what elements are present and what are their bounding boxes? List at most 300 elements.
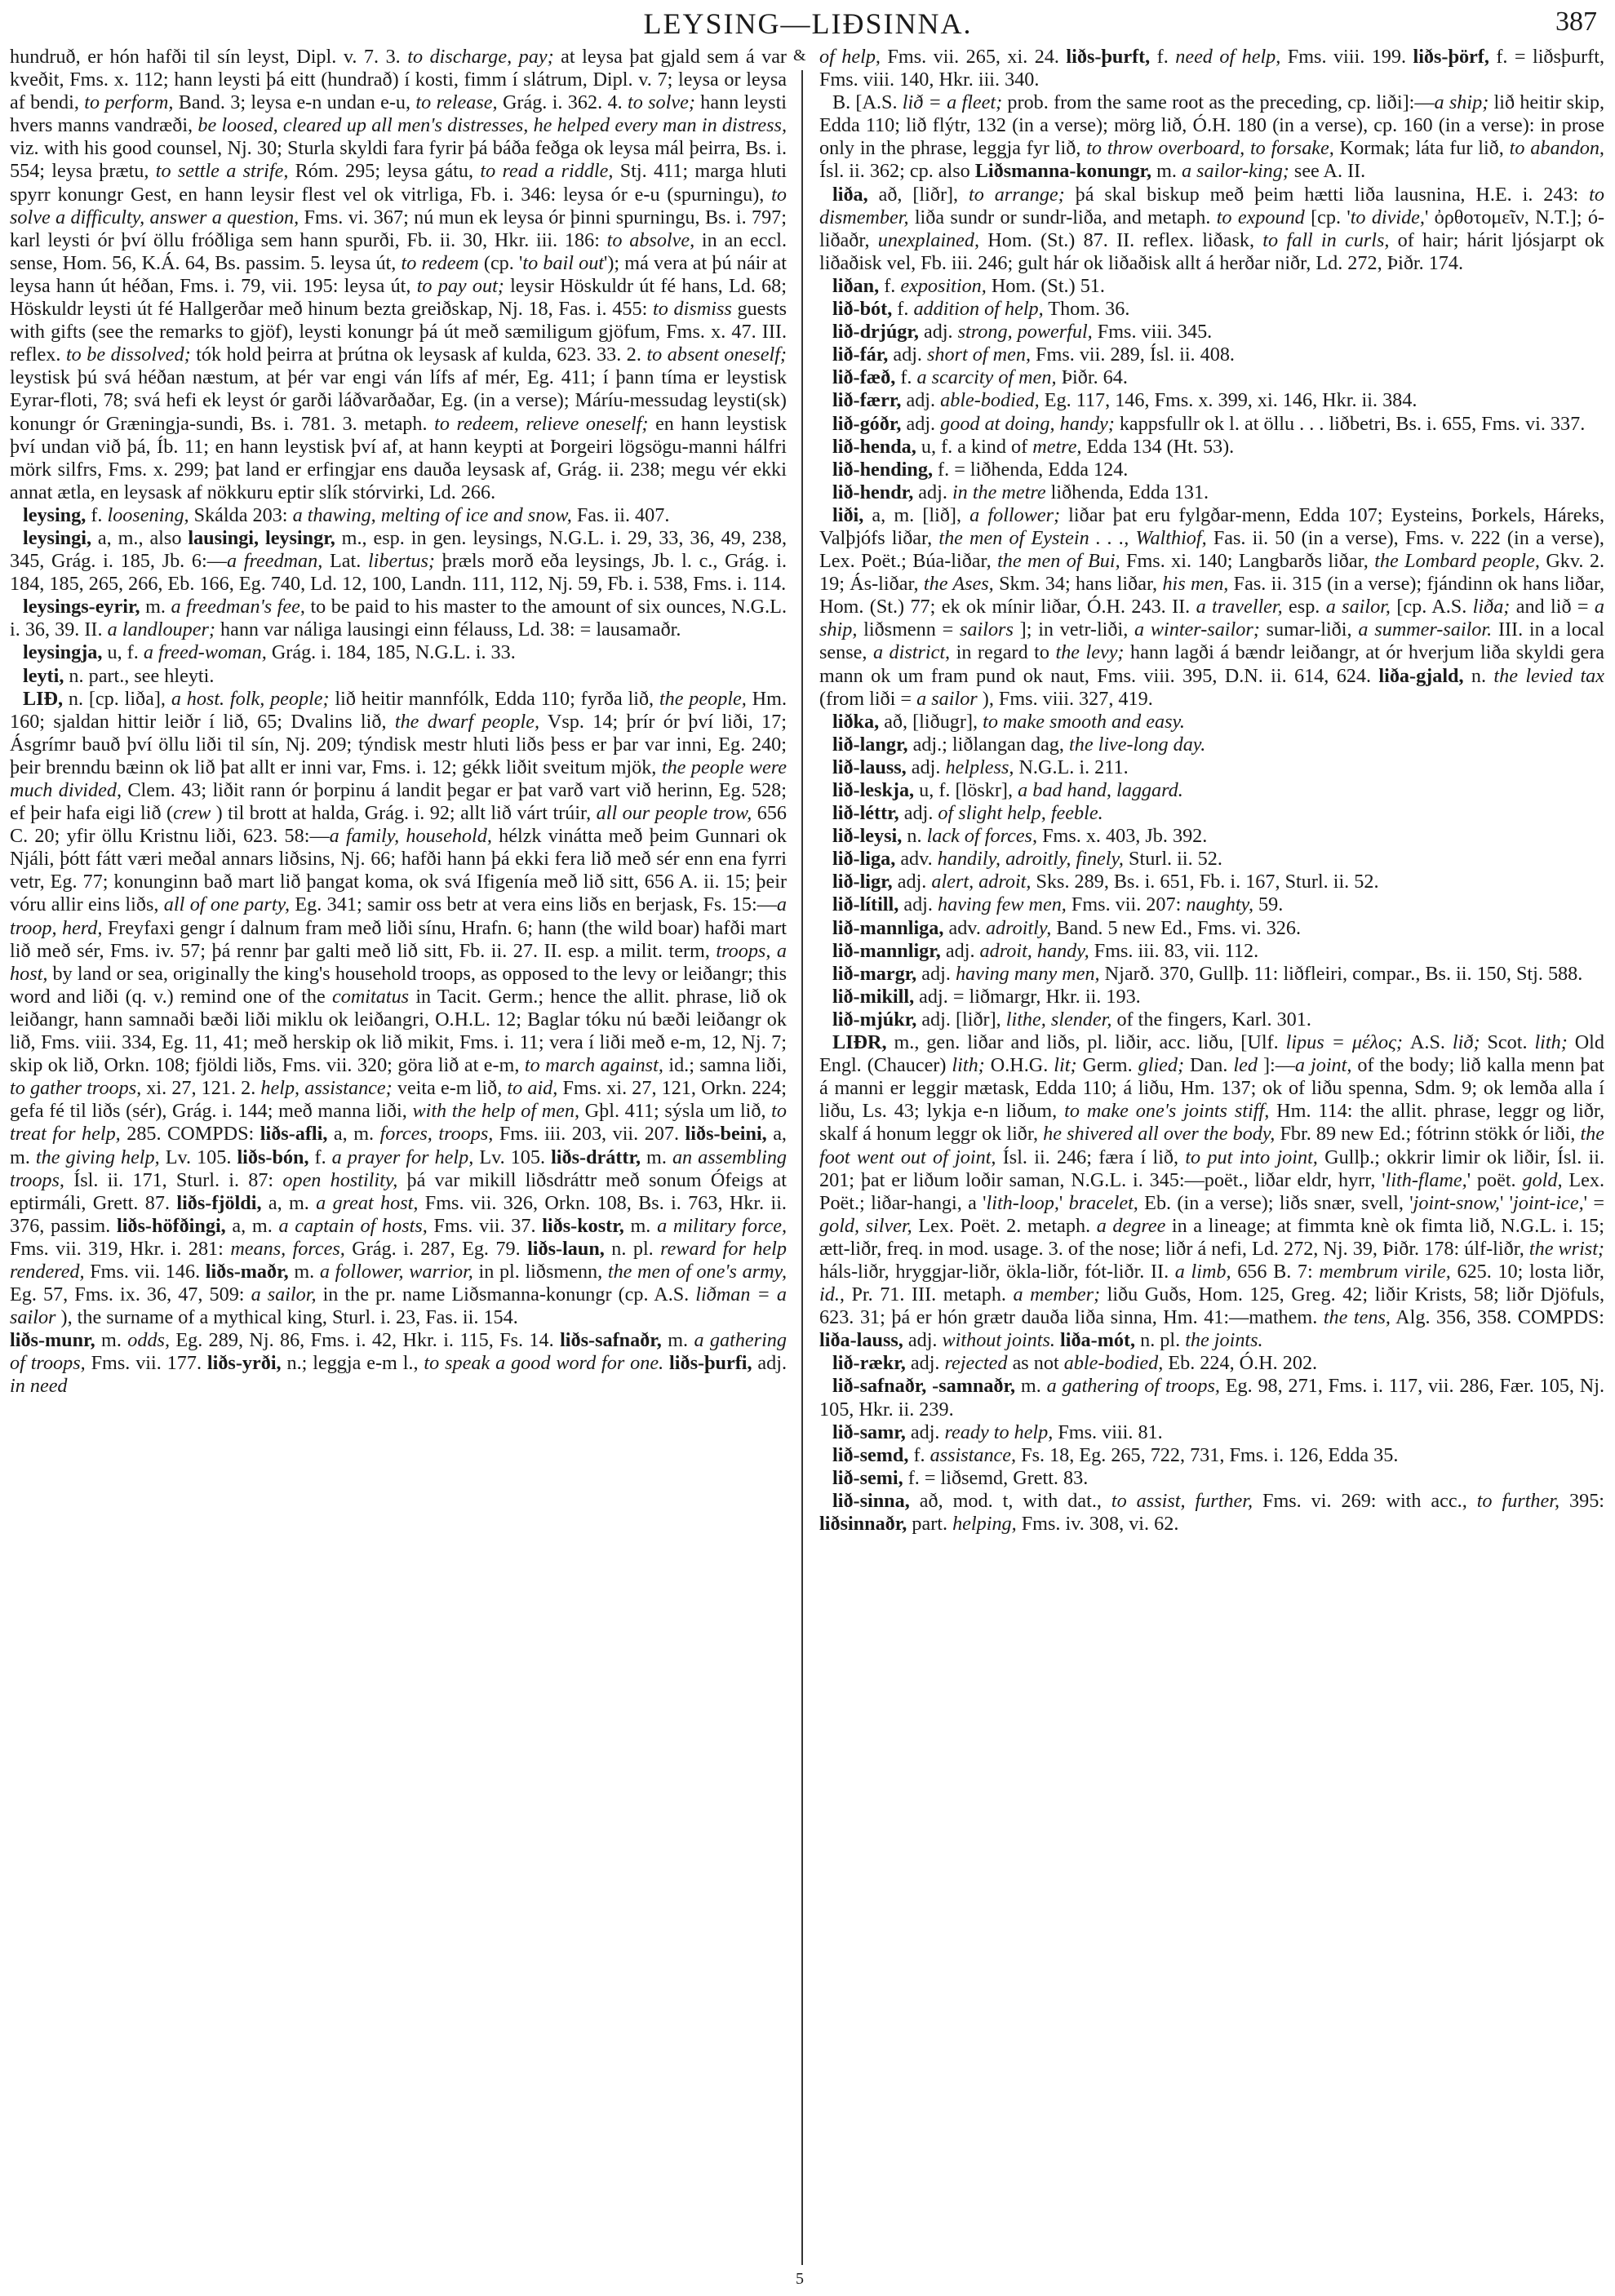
entry-text: 59. <box>1253 893 1284 916</box>
gloss-italic: to make one's joints stiff, <box>1064 1100 1270 1123</box>
entry-text: Ísl. ii. 362; cp. also <box>819 160 975 183</box>
entry-text: veita e-m lið, <box>392 1077 508 1100</box>
headword: lið-drjúgr, <box>832 321 919 344</box>
entry-text: hann lagði á bændr leiðangr, at ór hverjum liða skyldi gera mann ok um fram pund ok naut, Fms. viii. 395, D.N. ii. 614, 624. <box>819 641 1605 687</box>
entry-text: adj. <box>903 1329 943 1352</box>
entry-text: O.H.G. <box>984 1054 1054 1077</box>
gloss-italic: the people, <box>659 687 747 710</box>
gloss-italic: the giving help, <box>35 1146 160 1168</box>
gloss-italic: be loosed, cleared up all men's distresses, he helped every man in distress, <box>197 114 788 137</box>
headword: lið-mikill, <box>832 985 915 1008</box>
gloss-italic: a member; <box>1013 1283 1101 1306</box>
entry-text: a, m. <box>10 1123 787 1168</box>
gloss-italic: in need <box>10 1375 68 1398</box>
entry-text: a, m. <box>225 1214 279 1237</box>
entry-text: tók hold þeirra at þrútna ok leysask af kulda, 623. 33. 2. <box>190 344 647 366</box>
entry-text: Grág. i. 362. 4. <box>497 91 628 114</box>
entry-text: adj. <box>905 1421 945 1443</box>
entry-text: f. <box>1150 46 1176 68</box>
gloss-italic: unexplained, <box>877 228 980 251</box>
entry-text: m. <box>623 1214 658 1237</box>
headword: liða-gjald, <box>1378 664 1464 687</box>
gloss-italic: the live-long day. <box>1069 733 1206 756</box>
entry-text: in Tacit. Germ.; hence the allit. phrase, lið ok leiðangr, hann samnaði bæði liði miklu ok leiðangri, O.H.L. 12; Baglar tóku nú bæði leiðangr ok lið, Fms. viii. 334, Eg. 11, 41; með herskip ok lið mikit, Fms. i. 11; vera í liði með e-m, 12, Nj. 7; skip ok lið, Orkn. 108; fjöldi liðs, Fms. vii. 320; göra lið at e-m, <box>10 985 788 1077</box>
entry-text: Fms. vi. 269: with acc., <box>1253 1489 1477 1512</box>
entry-text: n. [cp. liða], <box>63 687 171 710</box>
gloss-italic: a traveller, <box>1196 596 1283 618</box>
entry-text: Skm. 34; hans liðar, <box>993 573 1163 596</box>
entry-text: and lið = <box>1510 596 1595 618</box>
entry-text: m., gen. liðar and liðs, pl. liðir, acc. liðu, [Ulf. <box>886 1031 1286 1054</box>
entry-text: Hm. 114: the allit. phrase, leggr og liðr, skalf á honum leggr ok liðr, <box>819 1100 1604 1146</box>
entry-text: of hair; hárit ljósjarpt ok liðaðisk vel, Fb. iii. 246; gult hár ok liðaðisk allt á herðar niðr, Ld. 272, Þiðr. 174. <box>819 228 1604 274</box>
dictionary-entry <box>10 596 787 641</box>
gloss-italic: to throw overboard, to forsake, <box>1086 137 1334 160</box>
entry-text: '); má vera at þú náir at leysa hann út héðan, Fms. i. 79, vii. 195: leysa út, <box>10 251 787 297</box>
entry-text: Fms. vii. 207: <box>1066 893 1187 916</box>
dictionary-entry <box>819 459 1604 481</box>
headword: lið-semd, <box>832 1443 909 1466</box>
entry-text: Fms. vii. 37. <box>427 1214 543 1237</box>
entry-text: at leysa þat gjald sem á var kveðit, Fms. x. 112; hann leysti þá eitt (hundrað) í kosti, fimm í slátrum, Dipl. v. 7; leysa or leysa af bendi, <box>10 46 787 114</box>
gloss-italic: gold, silver, <box>819 1214 912 1237</box>
gloss-italic: to arrange; <box>969 183 1065 206</box>
gloss-italic: strong, powerful, <box>957 321 1093 344</box>
entry-text: n. pl. <box>604 1237 661 1260</box>
entry-text: Ísl. ii. 171, Sturl. i. 87: <box>64 1168 283 1191</box>
entry-text: Lv. 105. <box>473 1146 552 1168</box>
entry-text: ), Fms. viii. 327, 419. <box>977 687 1153 710</box>
right-column <box>819 46 1604 1536</box>
gloss-italic: to discharge, pay; <box>407 46 554 68</box>
entry-text: adj. <box>892 871 932 893</box>
gloss-italic: to redeem <box>401 251 479 274</box>
signature-mark: 5 <box>796 2270 804 2288</box>
gloss-italic: adroit, handy, <box>979 939 1089 962</box>
entry-text: A.S. <box>1402 1031 1453 1054</box>
entry-text: in pl. liðsmenn, <box>473 1260 608 1283</box>
gloss-italic: a landlouper; <box>107 618 215 641</box>
gloss-italic: a sailor <box>916 687 978 710</box>
gloss-italic: of help, <box>819 46 881 68</box>
headword: leysing, <box>23 503 87 526</box>
headword: Liðsmanna-konungr, <box>974 160 1152 183</box>
entry-text: Eg. 57, Fms. ix. 36, 47, 509: <box>10 1283 251 1306</box>
gloss-italic: a captain of hosts, <box>278 1214 428 1237</box>
gloss-italic: joint-ice, <box>1513 1191 1584 1214</box>
dictionary-entry <box>819 344 1604 366</box>
gloss-italic: led <box>1233 1054 1258 1077</box>
headword: liða-lauss, <box>819 1329 903 1352</box>
entry-text: þá var mikill liðsdráttr með sonum Ófeigs at eptirmáli, Grett. 87. <box>10 1168 787 1214</box>
entry-text: Fms. iv. 308, vi. 62. <box>1016 1513 1179 1535</box>
entry-text: Fs. 18, Eg. 265, 722, 731, Fms. i. 126, Edda 35. <box>1016 1443 1399 1466</box>
gloss-italic: a thawing, melting of ice and snow, <box>292 503 572 526</box>
gloss-italic: a troop, herd, <box>10 893 788 939</box>
headword: liðs-þurft, <box>1066 46 1151 68</box>
gloss-italic: naughty, <box>1186 893 1253 916</box>
gloss-italic: to redeem, relieve oneself; <box>434 412 649 435</box>
gloss-italic: lit; <box>1054 1054 1077 1077</box>
gloss-italic: libertus; <box>367 550 435 573</box>
entry-text: m. <box>641 1146 672 1168</box>
entry-text: f. <box>879 274 901 297</box>
entry-text: adj. <box>888 344 928 366</box>
entry-continuation <box>10 46 787 504</box>
gloss-italic: troops, a host, <box>10 939 787 985</box>
entry-text: adj. <box>913 481 952 503</box>
entry-text: Old Engl. (Chaucer) <box>819 1031 1604 1077</box>
gloss-italic: adroitly, <box>985 916 1052 939</box>
gloss-italic: liðman = a sailor <box>10 1283 788 1329</box>
gloss-italic: the wrist; <box>1528 1237 1604 1260</box>
entry-text: adj. <box>916 962 956 985</box>
gloss-italic: a joint, <box>1294 1054 1352 1077</box>
entry-text: guests with gifts (see the remarks to gjöf), leysti konungr þá út með sæmiligum gjöfum, Fms. x. 47. III. reflex. <box>10 298 787 366</box>
gloss-italic: bracelet, <box>1068 1191 1138 1214</box>
headword: lið-færr, <box>832 389 902 412</box>
headword: leysings-eyrir, <box>23 596 140 618</box>
gloss-italic: lipus = μέλος; <box>1285 1031 1403 1054</box>
gloss-italic: the people were much divided, <box>10 756 788 801</box>
headword: LIÐR, <box>832 1031 887 1054</box>
gloss-italic: the Ases, <box>923 573 994 596</box>
headword: lið-liga, <box>832 848 896 871</box>
entry-text: Eb. 224, Ó.H. 202. <box>1163 1352 1318 1375</box>
gloss-italic: to expound <box>1216 206 1305 228</box>
gloss-italic: good at doing, handy; <box>940 412 1115 435</box>
entry-text: Sks. 289, Bs. i. 651, Fb. i. 167, Sturl. ii. 52. <box>1031 871 1379 893</box>
headword: lið-leysi, <box>832 825 903 848</box>
entry-text: n. part., see hleyti. <box>64 664 215 687</box>
entry-text: 395: <box>1560 1489 1605 1512</box>
entry-text: ' ' <box>1499 1191 1514 1214</box>
gloss-italic: lith; <box>1534 1031 1568 1054</box>
gloss-italic: a sailor, <box>1325 596 1391 618</box>
gloss-italic: to absolve, <box>606 228 695 251</box>
gloss-italic: a summer-sailor. <box>1358 618 1493 641</box>
entry-text: ' <box>1058 1191 1069 1214</box>
headword: lið-léttr, <box>832 802 899 825</box>
gloss-italic: to put into joint, <box>1185 1146 1318 1168</box>
headword: liðsinnaðr, <box>819 1513 907 1535</box>
gloss-italic: glied; <box>1138 1054 1185 1077</box>
entry-text: adj. <box>905 1352 945 1375</box>
entry-text: Germ. <box>1076 1054 1138 1077</box>
entry-text: Fms. viii. 345. <box>1092 321 1213 344</box>
headword: liðka, <box>832 710 880 733</box>
entry-text: III. in a local sense, <box>819 618 1605 664</box>
headword: liðs-yrði, <box>206 1352 282 1375</box>
entry-text: f. <box>308 1146 332 1168</box>
dictionary-entry <box>819 1490 1604 1536</box>
gloss-italic: a bad hand, laggard. <box>1018 779 1183 801</box>
gloss-italic: to assist, further, <box>1111 1489 1253 1512</box>
headword: lið-samr, <box>832 1421 906 1443</box>
entry-text: part. <box>907 1513 953 1535</box>
gloss-italic: to speak a good word for one. <box>424 1352 664 1375</box>
gloss-italic: without joints. <box>942 1329 1055 1352</box>
gloss-italic: the tens, <box>1323 1306 1391 1329</box>
headword: liðs-höfðingi, <box>116 1214 226 1237</box>
gloss-italic: a winter-sailor; <box>1134 618 1260 641</box>
gloss-italic: a follower, warrior, <box>319 1260 473 1283</box>
entry-text: esp. <box>1282 596 1326 618</box>
entry-text: Clem. 43; liðit rann ór þorpinu á landit þegar er þat varð vart við herinn, Eg. 528; ef þeir hafa eigi lið ( <box>10 779 787 825</box>
gloss-italic: alert, adroit, <box>931 871 1032 893</box>
gloss-italic: the levy; <box>1055 641 1125 664</box>
entry-text: Eb. (in a verse); liðs snær, svell, ' <box>1138 1191 1413 1214</box>
gloss-italic: lið; <box>1452 1031 1480 1054</box>
gloss-italic: membrum virile, <box>1319 1260 1451 1283</box>
entry-text: 285. COMPDS: <box>120 1123 260 1146</box>
gloss-italic: a family, household, <box>329 825 492 848</box>
entry-text: Hom. (St.) 87. II. reflex. liðask, <box>979 228 1263 251</box>
gloss-italic: helpless, <box>945 756 1014 778</box>
headword: liðan, <box>832 274 880 297</box>
headword: LIÐ, <box>23 687 64 710</box>
entry-text: leysir Höskuldr út fé hans, Ld. 68; Höskuldr leysti út fé Hallgerðar með hinum bezta greiðskap, Nj. 18, Fas. i. 455: <box>10 274 788 321</box>
entry-text: adj. <box>752 1352 788 1375</box>
dictionary-entry <box>819 963 1604 986</box>
left-column <box>10 46 787 1398</box>
gloss-italic: the Lombard people, <box>1374 550 1540 573</box>
headword: lið-mannligr, <box>832 939 941 962</box>
gloss-italic: lið = a fleet; <box>902 91 1003 114</box>
dictionary-entry <box>819 1031 1604 1352</box>
entry-text: f. <box>86 503 108 526</box>
entry-text: see A. II. <box>1289 160 1366 183</box>
gloss-italic: having few men, <box>938 893 1067 916</box>
gloss-italic: reward for help rendered, <box>10 1237 787 1283</box>
entry-text: ]; in vetr-liði, <box>1013 618 1135 641</box>
entry-text: f. <box>908 1443 930 1466</box>
entry-text: of the fingers, Karl. 301. <box>1111 1008 1311 1031</box>
gloss-italic: a degree <box>1096 1214 1166 1237</box>
gloss-italic: odds, <box>127 1329 170 1352</box>
entry-text: adj. [liðr], <box>916 1008 1006 1031</box>
entry-text: u, f. a kind of <box>916 435 1033 458</box>
entry-text: f. = liðsþurft, Fms. viii. 140, Hkr. iii. 340. <box>819 46 1604 91</box>
gloss-italic: exposition, <box>900 274 987 297</box>
dictionary-entry <box>819 893 1604 916</box>
gloss-italic: forces, troops, <box>379 1123 494 1146</box>
gloss-italic: a sailor, <box>251 1283 317 1306</box>
gloss-italic: metre, <box>1032 435 1082 458</box>
entry-text: Alg. 356, 358. COMPDS: <box>1390 1306 1605 1329</box>
gloss-italic: the foot went out of joint, <box>819 1123 1604 1168</box>
dictionary-entry <box>819 802 1604 825</box>
entry-text: Fms. vii. 326, Orkn. 108, Bs. i. 763, Hkr. ii. 376, passim. <box>10 1191 787 1237</box>
entry-text: xi. 27, 121. 2. <box>141 1077 261 1100</box>
dictionary-entry <box>10 688 787 1330</box>
entry-text: 656 C. 20; yfir öllu Kristnu liði, 623. 58:— <box>10 802 788 848</box>
entry-text: Skálda 203: <box>189 503 293 526</box>
gloss-italic: help, assistance; <box>260 1077 393 1100</box>
entry-text: (from liði = <box>819 687 917 710</box>
entry-text: adj. <box>898 802 938 825</box>
entry-text: ), the surname of a mythical king, Sturl. i. 23, Fas. ii. 154. <box>55 1306 518 1329</box>
entry-text: hélzk vinátta með þeim Gunnari ok Njáli, þótt fátt væri meðal annars liðsins, Nj. 66; hafði hann þá ekki fera lið með sér enn ena fyrri vetr, Eg. 77; konunginn bað mart lið þangat koma, ok svá Ifigenía með lið sitt, 656 A. ii. 15; þeir vóru allir eins liðs, <box>10 825 787 916</box>
entry-text: Hm. 160; sjaldan hittir leiðr í lið, 65; Dvalins lið, <box>10 687 787 733</box>
entry-text: Edda 134 (Ht. 53). <box>1081 435 1235 458</box>
entry-text: m., esp. in gen. leysings, N.G.L. i. 29, 33, 36, 49, 238, 345, Grág. i. 185, Jb. 6:— <box>10 526 787 573</box>
gloss-italic: able-bodied, <box>1063 1352 1164 1375</box>
column-divider <box>801 70 803 2265</box>
gloss-italic: to further, <box>1476 1489 1560 1512</box>
entry-text: Scot. <box>1480 1031 1535 1054</box>
headword: lið-fár, <box>832 344 889 366</box>
entry-text: Vsp. 14; þrír ór því liði, 17; Ásgrímr bauð því öllu liði til sín, Nj. 209; týndisk mestr hluti liðs þess er þar var inni, Eg. 240; þeir brenndu bæinn ok lið þat allt er inni var, Fms. i. 12; gékk liðit sveitum mjök, <box>10 710 787 778</box>
entry-text: (cp. ' <box>478 251 523 274</box>
gloss-italic: to perform, <box>84 91 174 114</box>
headword: liði, <box>832 503 864 526</box>
dictionary-entry <box>819 825 1604 848</box>
gloss-italic: id., <box>819 1283 845 1306</box>
entry-text: Fas. ii. 407. <box>571 503 670 526</box>
gloss-italic: a scarcity of men, <box>916 366 1057 389</box>
gloss-italic: lith-flame, <box>1385 1168 1467 1191</box>
entry-text: Fms. iii. 203, vii. 207. <box>493 1123 685 1146</box>
headword: liðs-þörf, <box>1413 46 1489 68</box>
entry-text: liða sundr or sundr-liða, and metaph. <box>908 206 1217 228</box>
gloss-italic: crew <box>173 802 211 825</box>
entry-text: Róm. 295; leysa gátu, <box>288 160 481 183</box>
dictionary-entry <box>819 184 1604 275</box>
entry-text: as not <box>1007 1352 1064 1375</box>
entry-text: a, m., also <box>91 526 189 549</box>
entry-text: Pr. 71. III. metaph. <box>844 1283 1014 1306</box>
running-title: LEYSING—LIÐSINNA. <box>643 7 973 40</box>
entry-text: Eg. 289, Nj. 86, Fms. i. 42, Hkr. i. 115, Fs. 14. <box>170 1329 561 1352</box>
gloss-italic: lithe, slender, <box>1005 1008 1112 1031</box>
entry-text: m. <box>1015 1375 1047 1398</box>
headword: leyti, <box>23 664 64 687</box>
gloss-italic: assistance, <box>930 1443 1017 1466</box>
headword: lið-mjúkr, <box>832 1008 917 1031</box>
dictionary-entry <box>819 481 1604 504</box>
dictionary-entry <box>819 275 1604 298</box>
entry-text: viz. with his good counsel, Nj. 30; Sturla skyldi fara fyrir þá báða feðga ok leysa mál þeirra, Bs. i. 554; leysa þrætu, <box>10 137 787 183</box>
entry-text: n.; leggja e-m l., <box>281 1352 424 1375</box>
headword: leysingja, <box>23 641 103 664</box>
gloss-italic: to release, <box>415 91 498 114</box>
entry-text: of the body; lið kalla menn þat á manni er leggir mætask, Edda 110; á liðu, Hm. 137; ok of liðu spenna, Sdm. 9; ok lemða alla í liðu, Ls. 43; lykja e-n liðum, <box>819 1054 1605 1123</box>
entry-text: 625. 10; losta liðr, <box>1450 1260 1604 1283</box>
entry-text: hann leysti hvers manns vandræði, <box>10 91 788 137</box>
gloss-italic: an assembling troops, <box>10 1146 788 1191</box>
dictionary-entry <box>819 504 1604 711</box>
gloss-italic: the levied tax <box>1493 664 1604 687</box>
dictionary-entry <box>10 527 787 596</box>
headword: lið-rækr, <box>832 1352 906 1375</box>
entry-text: Thom. 36. <box>1043 298 1130 321</box>
entry-text: liðar þat eru fylgðar-menn, Edda 107; Eysteins, Þorkels, Háreks, Valþjófs liðar, <box>819 503 1605 549</box>
entry-text: n. <box>1463 664 1494 687</box>
entry-text: Fms. vi. 367; nú mun ek leysa ór þinni spurningu, Bs. i. 797; karl leysti ór því öllu fróðliga sem hann spurði, Fb. ii. 30, Hkr. iii. 186: <box>10 206 787 251</box>
page-number: 387 <box>1555 7 1597 37</box>
gloss-italic: of slight help, feeble. <box>938 802 1103 825</box>
gloss-italic: to fall in curls, <box>1262 228 1390 251</box>
gloss-italic: the men of Eystein . . ., Walthiof, <box>938 526 1207 549</box>
entry-text: lið heitir mannfólk, Edda 110; fyrða lið, <box>329 687 659 710</box>
entry-text: [cp. A.S. <box>1390 596 1473 618</box>
headword: liðs-safnaðr, <box>560 1329 662 1352</box>
headword: lið-safnaðr, -samnaðr, <box>832 1375 1016 1398</box>
entry-text: sumar-liði, <box>1259 618 1359 641</box>
gloss-italic: a gathering of troops, <box>10 1329 787 1375</box>
headword: lausingi, leysingr, <box>188 526 335 549</box>
entry-continuation <box>819 46 1604 91</box>
gloss-italic: his men, <box>1162 573 1229 596</box>
gloss-italic: short of men, <box>927 344 1031 366</box>
entry-text: þræls morð eða leysings, Jb. l. c., Grág. i. 184, 185, 265, 266, Eb. 166, Eg. 740, Ld. 12, 100, Landn. 111, 112, Nj. 59, Fb. i. 538, Fms. i. 114. <box>10 550 787 596</box>
headword: lið-margr, <box>832 962 917 985</box>
entry-text: Fms. vii. 265, xi. 24. <box>880 46 1067 68</box>
entry-text: B. [A.S. <box>832 91 903 114</box>
entry-text: [cp. ' <box>1304 206 1351 228</box>
gloss-italic: lith; <box>952 1054 985 1077</box>
gloss-italic: liða; <box>1472 596 1511 618</box>
entry-text: m. <box>95 1329 128 1352</box>
gloss-italic: lith-loop, <box>986 1191 1059 1214</box>
dictionary-entry <box>819 1375 1604 1421</box>
entry-text: u, f. <box>102 641 144 664</box>
headword: liðs-afli, <box>260 1123 328 1146</box>
gloss-italic: he shivered all over the body, <box>1043 1123 1276 1146</box>
entry-text: Fms. iii. 83, vii. 112. <box>1089 939 1259 962</box>
entry-text: by land or sea, originally the king's household troops, as opposed to the levy or leiðangr; this word and liði (q. v.) remind one of the <box>10 962 787 1008</box>
entry-text: að, mod. t, with dat., <box>909 1489 1111 1512</box>
entry-text: liðu Guðs, Hom. 125, Greg. 42; liðir Krists, 58; liðr Djöfuls, 623. 31; þá er hón grætr dauða liða sinna, Hm. 41:—mathem. <box>819 1283 1605 1329</box>
entry-text: adj. <box>918 321 958 344</box>
gloss-italic: a ship, <box>819 596 1604 641</box>
gloss-italic: to absent oneself; <box>646 344 787 366</box>
gloss-italic: to bail out <box>522 251 605 274</box>
gloss-italic: a freedman, <box>226 550 323 573</box>
headword: liðs-munr, <box>10 1329 95 1352</box>
entry-text: Hom. (St.) 51. <box>986 274 1105 297</box>
gloss-italic: loosening, <box>107 503 189 526</box>
gloss-italic: to solve; <box>627 91 695 114</box>
gloss-italic: with the help of men, <box>412 1100 580 1123</box>
entry-text: Fms. vii. 289, Ísl. ii. 408. <box>1031 344 1235 366</box>
dictionary-entry <box>819 1352 1604 1375</box>
entry-text: adj. = liðmargr, Hkr. ii. 193. <box>914 985 1141 1008</box>
entry-text: a, m. <box>261 1191 317 1214</box>
headword: liða-mót, <box>1060 1329 1136 1352</box>
dictionary-entry <box>819 940 1604 963</box>
entry-text <box>663 1352 669 1374</box>
entry-text: Kormak; láta fur lið, <box>1333 137 1510 160</box>
headword: lið-ligr, <box>832 871 893 893</box>
headword: liðs-fjöldi, <box>176 1191 262 1214</box>
gloss-italic: to be dissolved; <box>65 344 191 366</box>
entry-text: adj. <box>906 756 946 778</box>
gloss-italic: a military force, <box>657 1214 787 1237</box>
gloss-italic: able-bodied, <box>940 389 1040 412</box>
headword: lið-góðr, <box>832 412 902 435</box>
entry-text: Gþl. 411; sýsla um lið, <box>579 1100 772 1123</box>
entry-text: Stj. 411; marga hluti spyrr konungr Gest, en hann leysir flest vel ok vitrliga, Fb. i. 346: leysa ór e-u (spurningu), <box>10 160 788 206</box>
gloss-italic: comitatus <box>332 985 410 1008</box>
dictionary-entry <box>819 1444 1604 1467</box>
entry-text: in the pr. name Liðsmanna-konungr (cp. A.S. <box>316 1283 696 1306</box>
entry-text: in a lineage; at fimmta knè ok fimta lið, N.G.L. i. 15; ætt-liðr, freq. in mod. usage. 3. of the nose; liðr á nefi, Ld. 272, Nj. 39, Þiðr. 178: úlf-liðr, <box>819 1214 1604 1260</box>
entry-text: adj.; liðlangan dag, <box>907 733 1069 756</box>
entry-text: a, m. [lið], <box>863 503 970 526</box>
headword: liðs-maðr, <box>205 1260 289 1283</box>
